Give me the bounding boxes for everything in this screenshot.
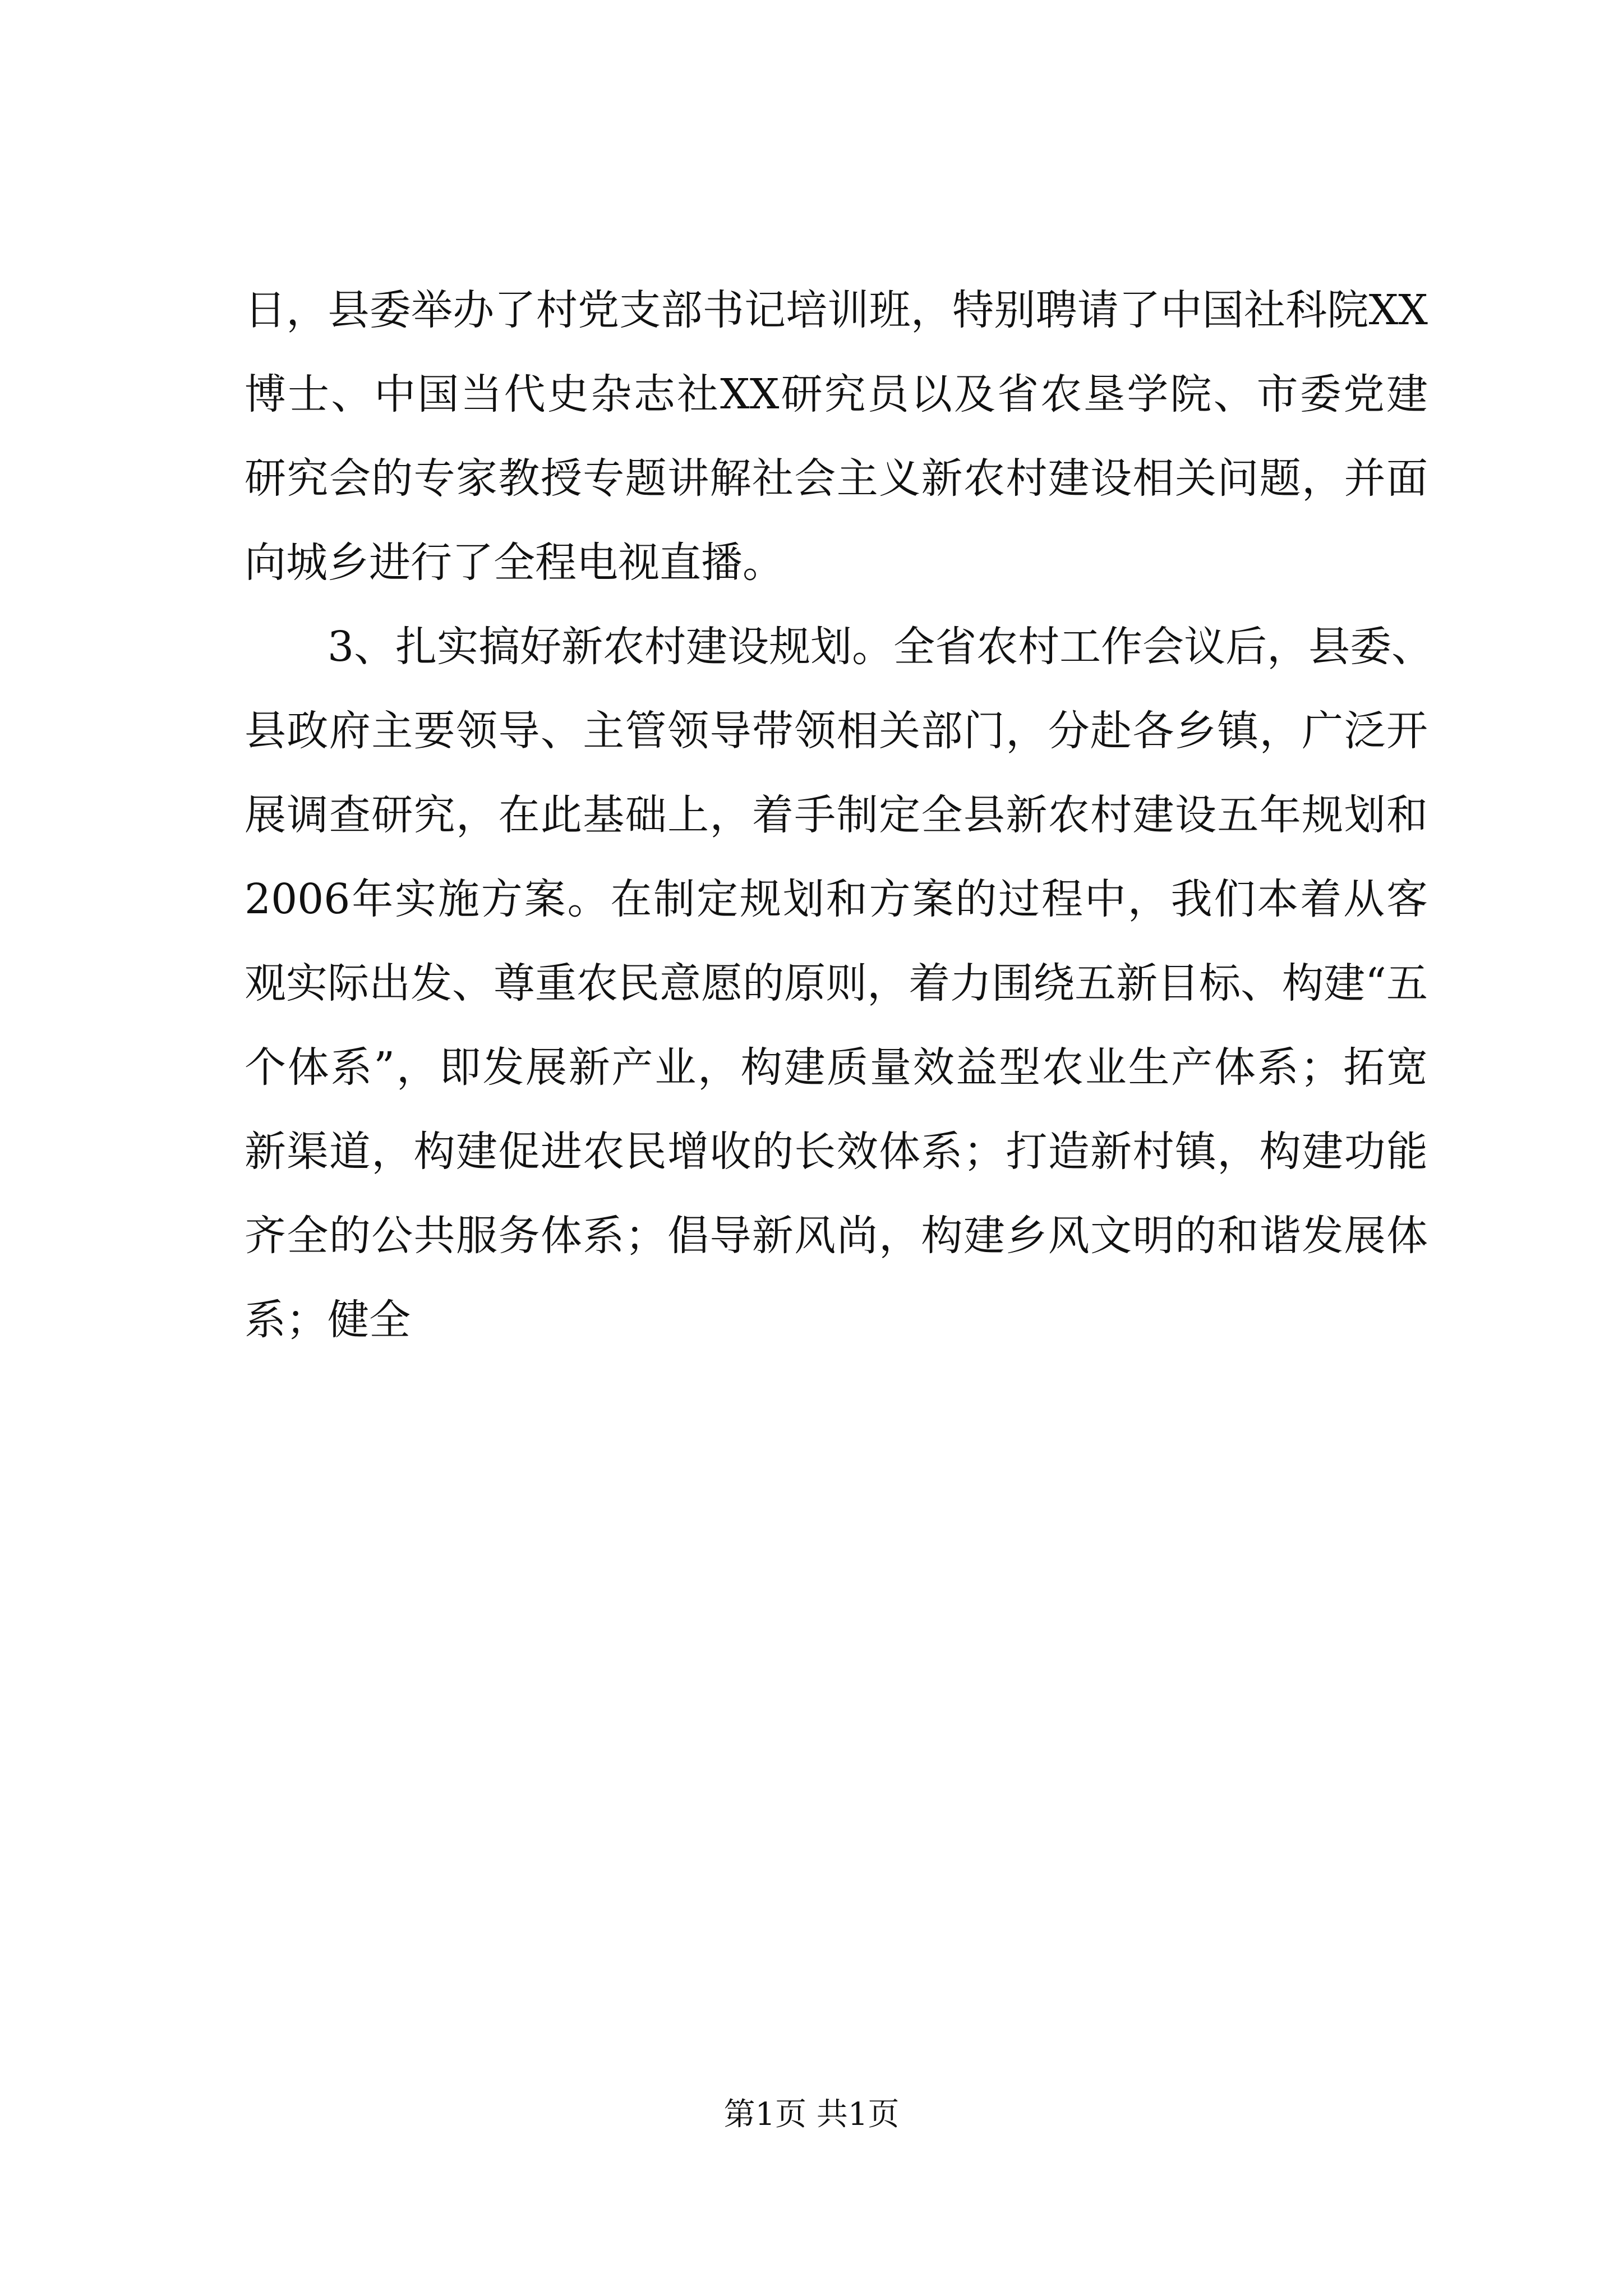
text-line: 研究会的专家教授专题讲解社会主义新农村建设相关问题，并面 [245,454,1428,503]
text-line: 博士、中国当代史杂志社XX研究员以及省农垦学院、市委党建 [245,370,1428,418]
text-line: 齐全的公共服务体系；倡导新风尚，构建乡风文明的和谐发展体 [245,1212,1428,1260]
text-line: 展调查研究，在此基础上，着手制定全县新农村建设五年规划和 [245,791,1428,839]
text-line: 日，县委举办了村党支部书记培训班，特别聘请了中国社科院XX [245,286,1428,334]
text-line: 新渠道，构建促进农民增收的长效体系；打造新村镇，构建功能 [245,1128,1428,1176]
text-line: 向城乡进行了全程电视直播。 [245,539,784,587]
text-line: 观实际出发、尊重农民意愿的原则，着力围绕五新目标、构建“五 [245,959,1428,1007]
page-footer: 第1页 共1页 [723,2096,900,2133]
text-line: 3、扎实搞好新农村建设规划。全省农村工作会议后，县委、 [328,623,1433,671]
text-line: 2006年实施方案。在制定规划和方案的过程中，我们本着从客 [245,875,1428,923]
document-body [245,268,1433,1362]
paragraph-continuation [245,268,1428,605]
paragraph-planning [245,605,1433,1362]
text-line: 县政府主要领导、主管领导带领相关部门，分赴各乡镇，广泛开 [245,707,1428,755]
text-line: 个体系”，即发展新产业，构建质量效益型农业生产体系；拓宽 [245,1043,1428,1092]
text-line: 系；健全 [245,1296,411,1344]
